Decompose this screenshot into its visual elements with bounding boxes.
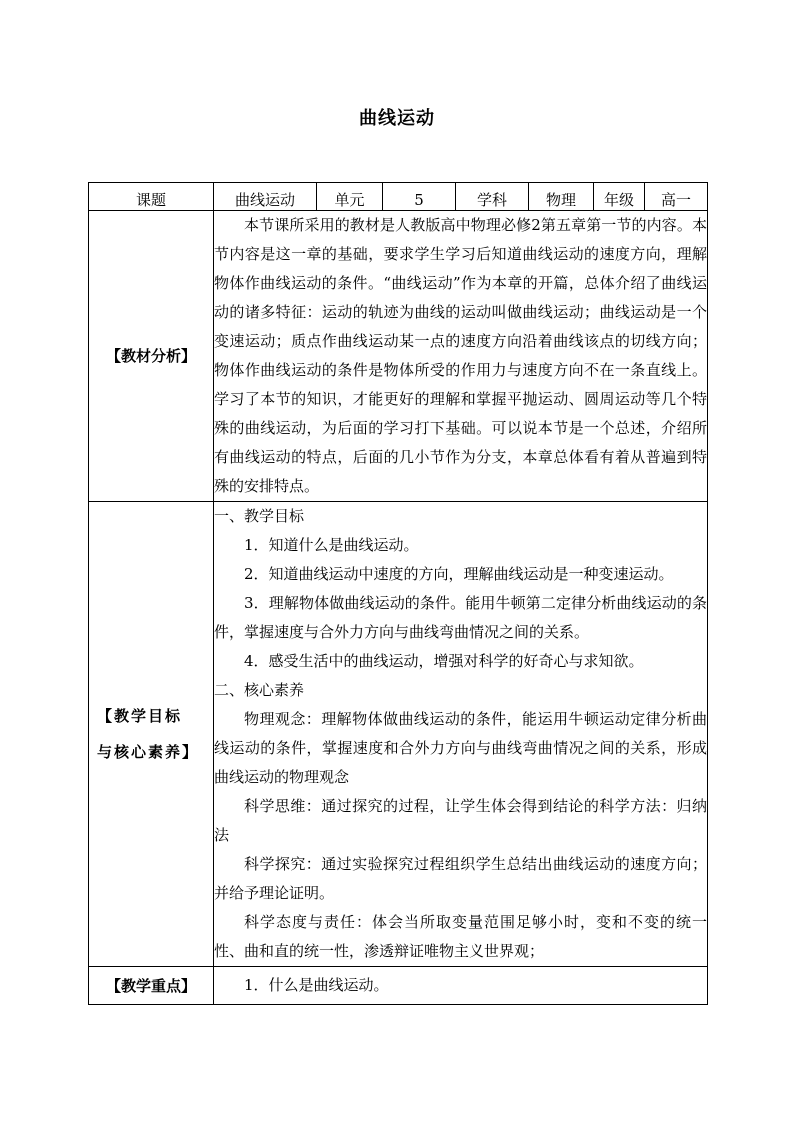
literacy-scientific-inquiry: 科学探究：通过实验探究过程组织学生总结出曲线运动的速度方向；并给予理论证明。 (214, 855, 707, 902)
goals-label (89, 502, 214, 967)
grade-label: 年级 (603, 191, 634, 209)
topic-value: 曲线运动 (234, 191, 295, 209)
unit-value: 5 (414, 190, 424, 209)
goals-row (89, 502, 708, 967)
topic-value-cell (214, 183, 317, 211)
unit-value-cell (383, 183, 456, 211)
discipline-value-cell (529, 183, 594, 211)
goals-heading-objectives: 一、教学目标 (214, 507, 305, 525)
topic-label: 课题 (135, 191, 166, 209)
analysis-text: 本节课所采用的教材是人教版高中物理必修2第五章第一节的内容。本节内容是这一章的基础，要求学生学习后知道曲线运动的速度方向，理解物体作曲线运动的条件。“曲线运动”作为本章的开篇，总体介绍了曲线运动的诸多特征：运动的轨迹为曲线的运动叫做曲线运动；曲线运动是一个变速运动；质点作曲线运动某一点的速度方向沿着曲线该点的切线方向；物体作曲线运动的条件是物体所受的作用力与速度方向不在一条直线上。学习了本节的知识，才能更好的理解和掌握平抛运动、圆周运动等几个特殊的曲线运动，为后面的学习打下基础。可以说本节是一个总述，介绍所有曲线运动的特点，后面的几小节作为分支，本章总体看有着从普遍到特殊的安排特点。 (214, 216, 707, 495)
analysis-content (214, 211, 708, 502)
goals-heading-literacy: 二、核心素养 (214, 681, 305, 699)
analysis-label: 【教材分析】 (89, 211, 214, 502)
unit-label-cell (317, 183, 383, 211)
grade-label-cell (594, 183, 645, 211)
keypoints-label: 【教学重点】 (89, 967, 214, 1005)
goal-item-2: 2．知道曲线运动中速度的方向，理解曲线运动是一种变速运动。 (244, 565, 674, 583)
literacy-scientific-thinking: 科学思维：通过探究的过程，让学生体会得到结论的科学方法：归纳法 (214, 797, 707, 844)
header-row (89, 183, 708, 211)
discipline-label-cell (456, 183, 529, 211)
goals-label-line2: 与核心素养】 (97, 743, 200, 761)
goals-label-line1: 【教学目标 (97, 707, 183, 725)
discipline-value: 物理 (545, 191, 576, 209)
goal-item-3: 3．理解物体做曲线运动的条件。能用牛顿第二定律分析曲线运动的条件，掌握速度与合外力方向与曲线弯曲情况之间的关系。 (214, 594, 707, 641)
discipline-label: 学科 (476, 191, 507, 209)
keypoint-item-1: 1．什么是曲线运动。 (244, 976, 389, 994)
goal-item-1: 1．知道什么是曲线运动。 (244, 536, 419, 554)
page-title: 曲线运动 (359, 108, 435, 129)
lesson-plan-table (88, 182, 708, 1005)
grade-value: 高一 (660, 191, 691, 209)
analysis-row (89, 211, 708, 502)
keypoints-content (214, 967, 708, 1005)
grade-value-cell (645, 183, 708, 211)
literacy-attitude-responsibility: 科学态度与责任：体会当所取变量范围足够小时，变和不变的统一性、曲和直的统一性，渗透辩证唯物主义世界观； (214, 913, 707, 960)
keypoints-row (89, 967, 708, 1005)
goal-item-4: 4．感受生活中的曲线运动，增强对科学的好奇心与求知欲。 (244, 652, 644, 670)
unit-label: 单元 (334, 191, 365, 209)
literacy-physics-concept: 物理观念：理解物体做曲线运动的条件，能运用牛顿运动定律分析曲线运动的条件，掌握速度和合外力方向与曲线弯曲情况之间的关系，形成曲线运动的物理观念 (214, 710, 707, 786)
goals-content (214, 502, 708, 967)
subject-label-cell (89, 183, 214, 211)
